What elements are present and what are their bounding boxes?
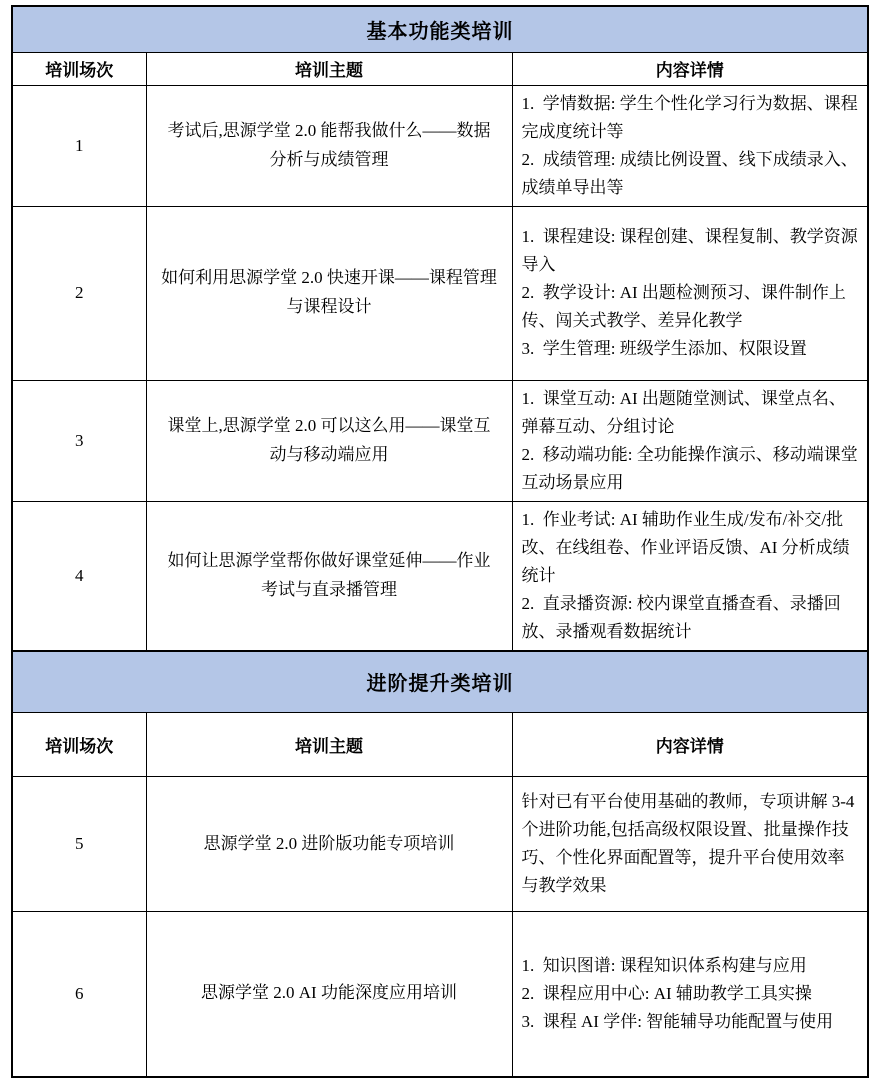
detail-line: 1. 学情数据: 学生个性化学习行为数据、课程完成度统计等: [521, 93, 858, 141]
column-header-detail: 内容详情: [512, 713, 868, 777]
section-basic-training: [12, 6, 868, 651]
column-header-session: 培训场次: [12, 52, 146, 85]
table-row: [12, 206, 868, 380]
detail-line: 2. 直录播资源: 校内课堂直播查看、录播回放、录播观看数据统计: [521, 593, 841, 641]
detail-line: 1. 知识图谱: 课程知识体系构建与应用: [521, 955, 807, 975]
training-topic: 如何让思源学堂帮你做好课堂延伸——作业考试与直录播管理: [146, 501, 512, 651]
detail-line: 2. 移动端功能: 全功能操作演示、移动端课堂互动场景应用: [521, 444, 858, 492]
column-header-topic: 培训主题: [146, 713, 512, 777]
table-row: [12, 501, 868, 651]
session-number: 3: [12, 380, 146, 501]
table-row: [12, 380, 868, 501]
detail-line: 3. 学生管理: 班级学生添加、权限设置: [521, 339, 807, 358]
detail-line: 针对已有平台使用基础的教师，专项讲解 3-4 个进阶功能,包括高级权限设置、批量操作技巧、个性化界面配置等，提升平台使用效率与教学效果: [521, 792, 859, 895]
table-row: [12, 85, 868, 206]
section-title-basic: 基本功能类培训: [12, 6, 868, 52]
detail-line: 2. 成绩管理: 成绩比例设置、线下成绩录入、成绩单导出等: [521, 149, 858, 197]
column-header-detail: 内容详情: [512, 52, 868, 85]
training-detail: [512, 380, 868, 501]
session-number: 6: [12, 912, 146, 1077]
training-detail: [512, 777, 868, 912]
detail-line: 2. 课程应用中心: AI 辅助教学工具实操: [521, 983, 812, 1003]
training-detail: [512, 501, 868, 651]
detail-line: 2. 教学设计: AI 出题检测预习、课件制作上传、闯关式教学、差异化教学: [521, 283, 846, 330]
column-header-row: [12, 52, 868, 85]
section-title-advanced: 进阶提升类培训: [12, 651, 868, 713]
training-topic: 思源学堂 2.0 进阶版功能专项培训: [146, 777, 512, 912]
session-number: 1: [12, 85, 146, 206]
training-topic: 思源学堂 2.0 AI 功能深度应用培训: [146, 912, 512, 1077]
session-number: 4: [12, 501, 146, 651]
training-detail: [512, 85, 868, 206]
training-topic: 课堂上,思源学堂 2.0 可以这么用——课堂互动与移动端应用: [146, 380, 512, 501]
column-header-topic: 培训主题: [146, 52, 512, 85]
table-row: [12, 912, 868, 1077]
detail-line: 1. 课程建设: 课程创建、课程复制、教学资源导入: [521, 227, 858, 274]
section-title-row: [12, 651, 868, 713]
session-number: 5: [12, 777, 146, 912]
table-row: [12, 777, 868, 912]
detail-line: 1. 课堂互动: AI 出题随堂测试、课堂点名、弹幕互动、分组讨论: [521, 388, 846, 436]
training-topic: 考试后,思源学堂 2.0 能帮我做什么——数据分析与成绩管理: [146, 85, 512, 206]
section-advanced-training: [12, 651, 868, 1077]
section-title-row: [12, 6, 868, 52]
detail-line: 1. 作业考试: AI 辅助作业生成/发布/补交/批改、在线组卷、作业评语反馈、AI 分析成绩统计: [521, 509, 850, 585]
column-header-session: 培训场次: [12, 713, 146, 777]
detail-line: 3. 课程 AI 学伴: 智能辅导功能配置与使用: [521, 1011, 834, 1031]
training-schedule-table: [11, 5, 869, 1078]
training-detail: [512, 912, 868, 1077]
training-detail: [512, 206, 868, 380]
column-header-row: [12, 713, 868, 777]
training-topic: 如何利用思源学堂 2.0 快速开课——课程管理与课程设计: [146, 206, 512, 380]
session-number: 2: [12, 206, 146, 380]
